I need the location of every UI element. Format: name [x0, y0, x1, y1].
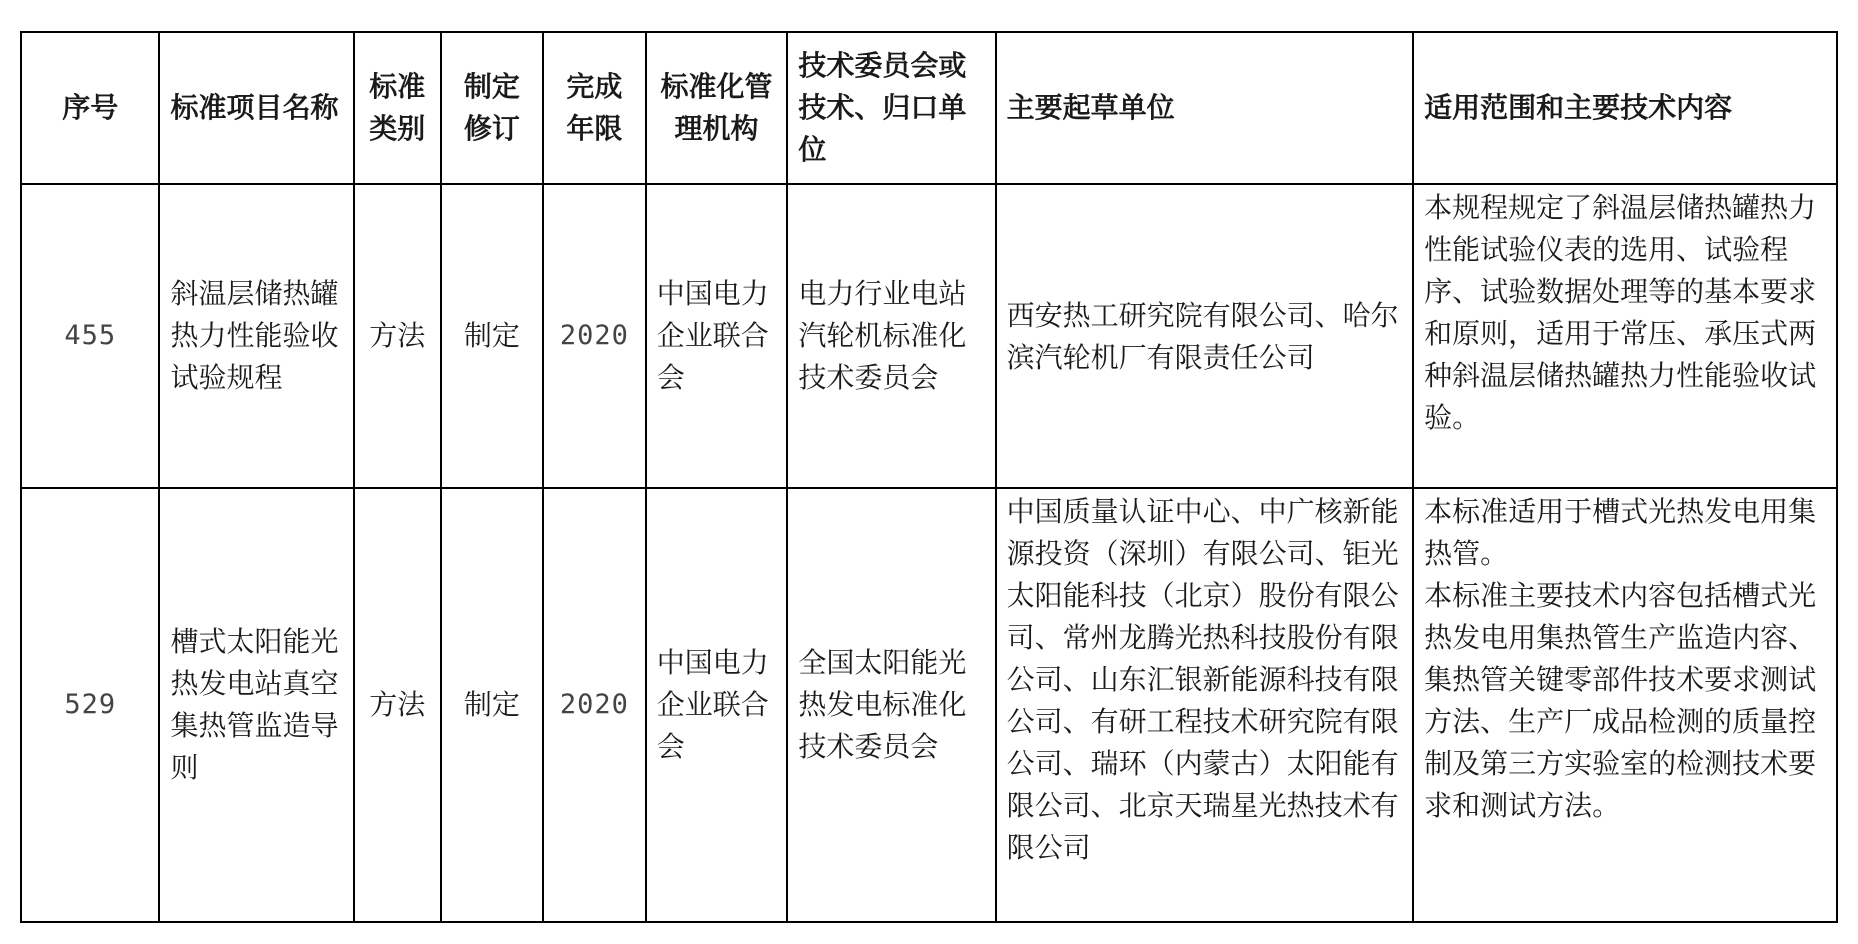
header-committee: 技术委员会或技术、归口单位	[787, 32, 995, 184]
scope-paragraph: 本规程规定了斜温层储热罐热力性能试验仪表的选用、试验程序、试验数据处理等的基本要求和原则，适用于常压、承压式两种斜温层储热罐热力性能验收试验。	[1424, 191, 1817, 434]
cell-committee: 电力行业电站汽轮机标准化技术委员会	[787, 184, 995, 488]
standards-table	[20, 31, 1838, 923]
cell-project-name: 槽式太阳能光热发电站真空集热管监造导则	[159, 488, 353, 922]
cell-year: 2020	[543, 488, 646, 922]
cell-committee: 全国太阳能光热发电标准化技术委员会	[787, 488, 995, 922]
header-authority: 标准化管理机构	[646, 32, 788, 184]
cell-revision: 制定	[441, 184, 544, 488]
cell-category: 方法	[354, 488, 441, 922]
cell-year: 2020	[543, 184, 646, 488]
table-row	[21, 184, 1837, 488]
header-scope: 适用范围和主要技术内容	[1413, 32, 1837, 184]
scope-paragraph: 本标准主要技术内容包括槽式光热发电用集热管生产监造内容、集热管关键零部件技术要求测试方法、生产厂成品检测的质量控制及第三方实验室的检测技术要求和测试方法。	[1424, 579, 1817, 822]
cell-scope	[1413, 488, 1837, 922]
header-revision: 制定修订	[441, 32, 544, 184]
header-deadline: 完成年限	[543, 32, 646, 184]
cell-authority: 中国电力企业联合会	[646, 488, 788, 922]
header-category: 标准类别	[354, 32, 441, 184]
cell-revision: 制定	[441, 488, 544, 922]
header-drafters: 主要起草单位	[996, 32, 1414, 184]
cell-number: 455	[21, 184, 159, 488]
scope-paragraph: 本标准适用于槽式光热发电用集热管。	[1424, 495, 1817, 570]
header-row	[21, 32, 1837, 184]
cell-scope	[1413, 184, 1837, 488]
cell-number: 529	[21, 488, 159, 922]
header-number: 序号	[21, 32, 159, 184]
cell-authority: 中国电力企业联合会	[646, 184, 788, 488]
cell-project-name: 斜温层储热罐热力性能验收试验规程	[159, 184, 353, 488]
header-project-name: 标准项目名称	[159, 32, 353, 184]
cell-drafters: 中国质量认证中心、中广核新能源投资（深圳）有限公司、钜光太阳能科技（北京）股份有限公司、常州龙腾光热科技股份有限公司、山东汇银新能源科技有限公司、有研工程技术研究院有限公司、瑞环（内蒙古）太阳能有限公司、北京天瑞星光热技术有限公司	[996, 488, 1414, 922]
cell-category: 方法	[354, 184, 441, 488]
table-row	[21, 488, 1837, 922]
cell-drafters: 西安热工研究院有限公司、哈尔滨汽轮机厂有限责任公司	[996, 184, 1414, 488]
